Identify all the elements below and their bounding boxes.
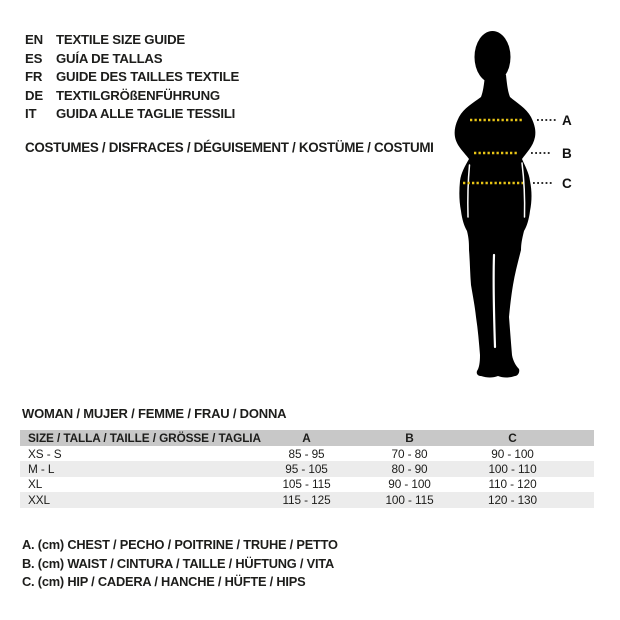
- waist-cell: 90 - 100: [388, 477, 431, 492]
- size-cell: XS - S: [28, 446, 62, 461]
- table-header-row: [20, 430, 594, 446]
- header-size-label: SIZE / TALLA / TAILLE / GRÖSSE / TAGLIA: [28, 431, 261, 445]
- marker-label-b: B: [562, 146, 572, 161]
- language-code: ES: [25, 50, 43, 66]
- language-label: GUIDA ALLE TAGLIE TESSILI: [56, 106, 236, 121]
- language-code: FR: [25, 69, 43, 84]
- table-row-xxl: [20, 492, 594, 507]
- waist-cell: 80 - 90: [391, 462, 428, 477]
- legend-line-chest: A. (cm) CHEST / PECHO / POITRINE / TRUHE / PETTO: [22, 537, 338, 552]
- header-col-a: A: [302, 431, 311, 445]
- language-list: [25, 31, 239, 124]
- marker-label-c: C: [562, 176, 572, 191]
- chest-cell: 95 - 105: [285, 462, 328, 477]
- chest-cell: 115 - 125: [282, 492, 331, 507]
- section-title-woman: WOMAN / MUJER / FEMME / FRAU / DONNA: [22, 406, 287, 421]
- hip-cell: 110 - 120: [488, 477, 537, 492]
- header-col-b: B: [405, 431, 414, 445]
- hip-cell: 90 - 100: [491, 446, 534, 461]
- language-label: GUIDE DES TAILLES TEXTILE: [56, 69, 240, 84]
- woman-silhouette-svg: [435, 25, 620, 390]
- marker-label-a: A: [562, 113, 572, 128]
- header-col-c: C: [508, 431, 517, 445]
- size-cell: M - L: [28, 462, 55, 477]
- language-row-en: [25, 31, 239, 50]
- language-row-it: [25, 105, 239, 124]
- language-row-es: [25, 50, 239, 69]
- table-row-xl: [20, 477, 594, 492]
- size-cell: XXL: [28, 492, 50, 507]
- language-row-fr: [25, 68, 239, 87]
- size-table: [20, 430, 594, 508]
- legend-line-waist: B. (cm) WAIST / CINTURA / TAILLE / HÜFTUNG / VITA: [22, 555, 335, 571]
- language-row-de: [25, 87, 239, 106]
- hip-cell: 120 - 130: [488, 492, 537, 507]
- legend-line-hip: C. (cm) HIP / CADERA / HANCHE / HÜFTE / HIPS: [22, 574, 306, 589]
- waist-cell: 70 - 80: [391, 446, 428, 461]
- language-label: TEXTILE SIZE GUIDE: [56, 32, 186, 47]
- language-label: TEXTILGRÖßENFÜHRUNG: [56, 87, 220, 103]
- language-code: IT: [25, 106, 37, 121]
- woman-silhouette-figure: [435, 25, 620, 390]
- legs-separation-line: [494, 255, 495, 347]
- size-cell: XL: [28, 477, 43, 492]
- table-row-xs-s: [20, 446, 594, 461]
- language-label: GUÍA DE TALLAS: [56, 50, 163, 66]
- chest-cell: 105 - 115: [282, 477, 331, 492]
- measurement-legend: [22, 536, 338, 592]
- category-title: COSTUMES / DISFRACES / DÉGUISEMENT / KOSTÜME / COSTUMI: [25, 140, 434, 155]
- hip-cell: 100 - 110: [488, 462, 537, 477]
- language-code: EN: [25, 32, 43, 47]
- waist-cell: 100 - 115: [385, 492, 434, 507]
- chest-cell: 85 - 95: [288, 446, 325, 461]
- table-row-m-l: [20, 461, 594, 476]
- language-code: DE: [25, 87, 43, 103]
